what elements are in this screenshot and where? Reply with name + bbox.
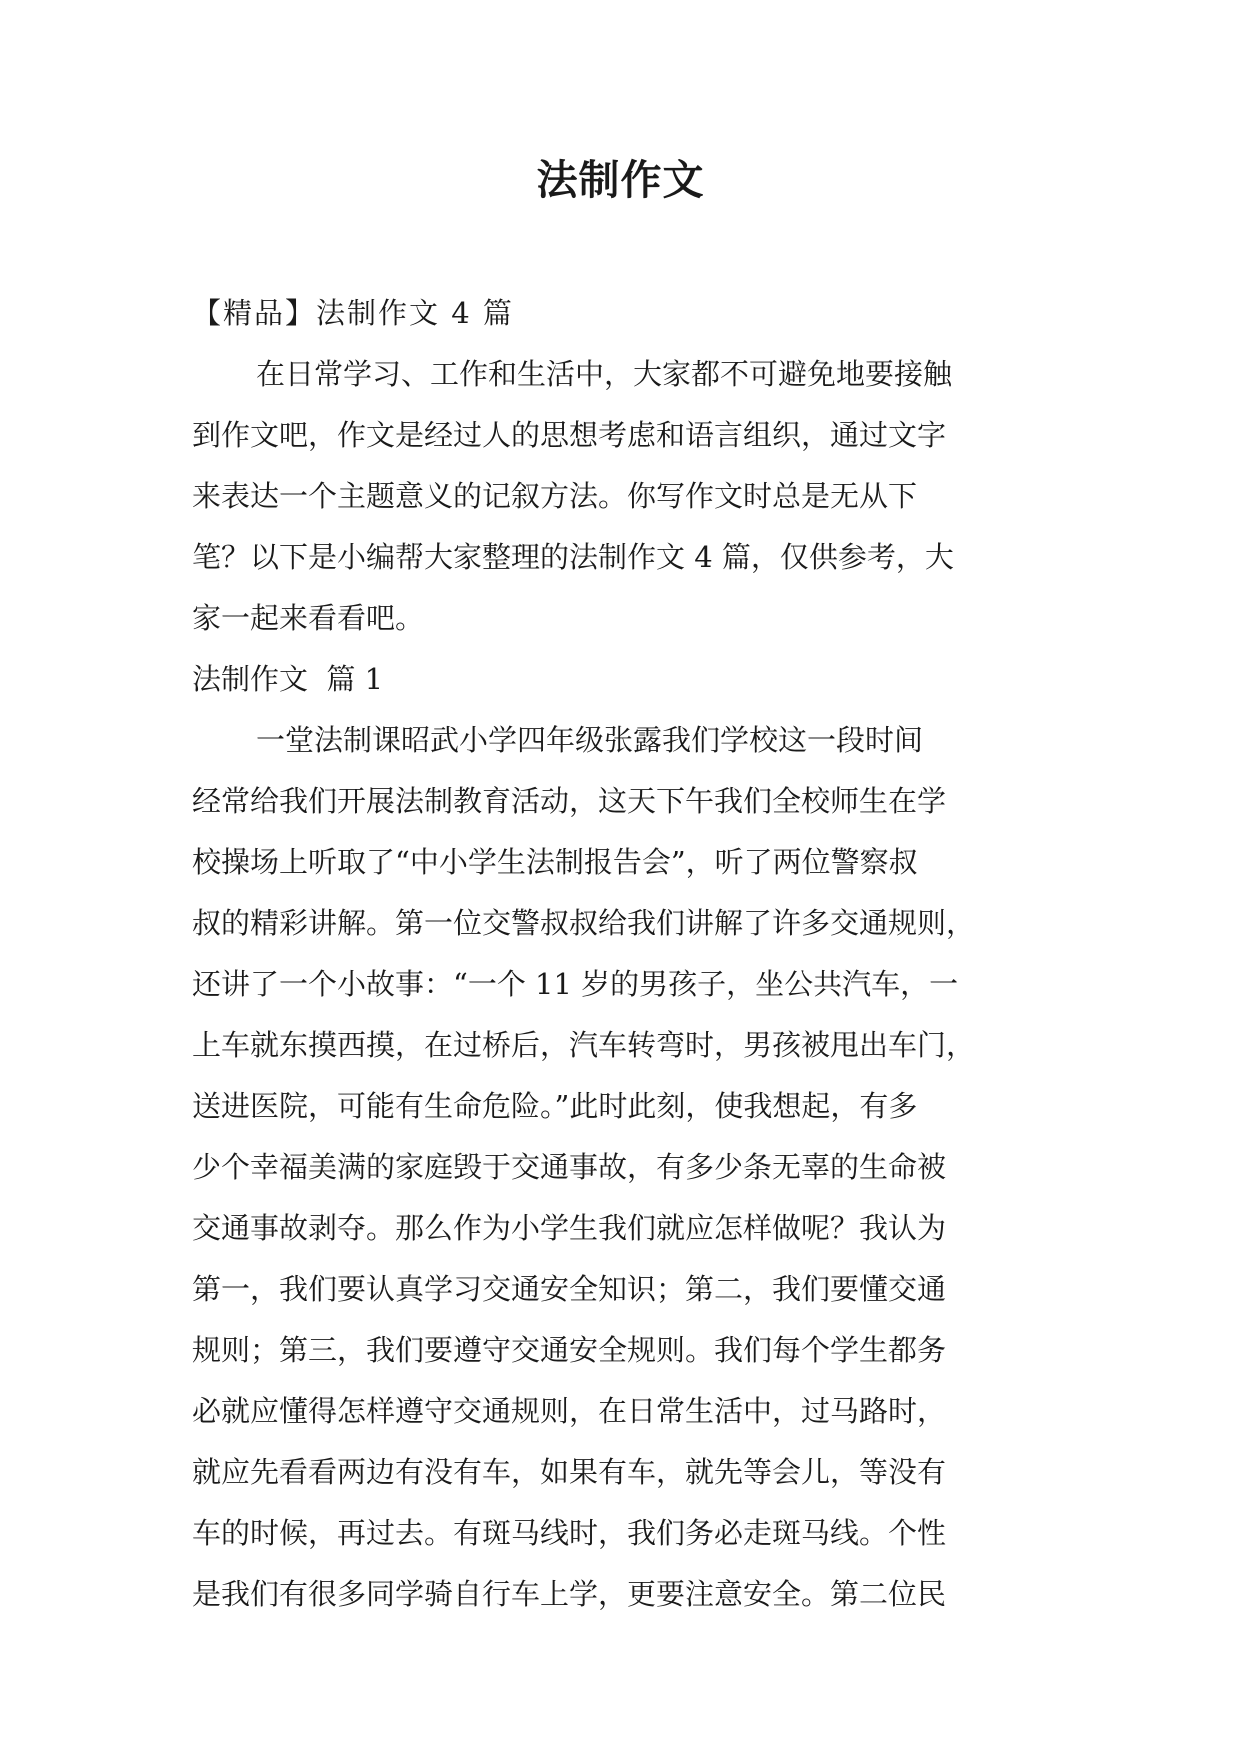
intro-line: 来表达一个主题意义的记叙方法。你写作文时总是无从下 <box>192 479 918 513</box>
essay-line: 必就应懂得怎样遵守交通规则，在日常生活中，过马路时， <box>192 1394 947 1428</box>
essay-line: 少个幸福美满的家庭毁于交通事故，有多少条无辜的生命被 <box>192 1150 947 1184</box>
document-subtitle: 【精品】法制作文 4 篇 <box>192 296 514 330</box>
essay-line: 规则；第三，我们要遵守交通安全规则。我们每个学生都务 <box>192 1333 947 1367</box>
essay-line: 经常给我们开展法制教育活动，这天下午我们全校师生在学 <box>192 784 947 818</box>
intro-paragraph <box>192 344 1064 649</box>
essay-line: 交通事故剥夺。那么作为小学生我们就应怎样做呢？我认为 <box>192 1211 947 1245</box>
intro-line: 到作文吧，作文是经过人的思想考虑和语言组织，通过文字 <box>192 418 947 452</box>
document-title: 法制作文 <box>536 156 705 204</box>
intro-line: 在日常学习、工作和生活中，大家都不可避免地要接触 <box>256 357 953 391</box>
section-heading: 法制作文 篇 1 <box>192 662 384 696</box>
essay-paragraph <box>192 710 1064 1625</box>
essay-line: 还讲了一个小故事：“一个 11 岁的男孩子，坐公共汽车，一 <box>192 967 959 1001</box>
essay-line: 送进医院，可能有生命危险。”此时此刻，使我想起，有多 <box>192 1089 918 1123</box>
essay-line: 校操场上听取了“中小学生法制报告会”，听了两位警察叔 <box>192 845 918 879</box>
essay-line: 上车就东摸西摸，在过桥后，汽车转弯时，男孩被甩出车门， <box>192 1028 976 1062</box>
intro-line: 家一起来看看吧。 <box>192 601 425 635</box>
document-body <box>192 283 1064 1625</box>
intro-line: 笔？以下是小编帮大家整理的法制作文 4 篇，仅供参考，大 <box>192 540 954 574</box>
essay-line: 是我们有很多同学骑自行车上学，更要注意安全。第二位民 <box>192 1577 947 1611</box>
essay-line: 车的时候，再过去。有斑马线时，我们务必走斑马线。个性 <box>192 1516 947 1550</box>
essay-line: 就应先看看两边有没有车，如果有车，就先等会儿，等没有 <box>192 1455 947 1489</box>
essay-line: 一堂法制课昭武小学四年级张露我们学校这一段时间 <box>256 723 924 757</box>
essay-line: 第一，我们要认真学习交通安全知识；第二，我们要懂交通 <box>192 1272 947 1306</box>
essay-line: 叔的精彩讲解。第一位交警叔叔给我们讲解了许多交通规则， <box>192 906 976 940</box>
